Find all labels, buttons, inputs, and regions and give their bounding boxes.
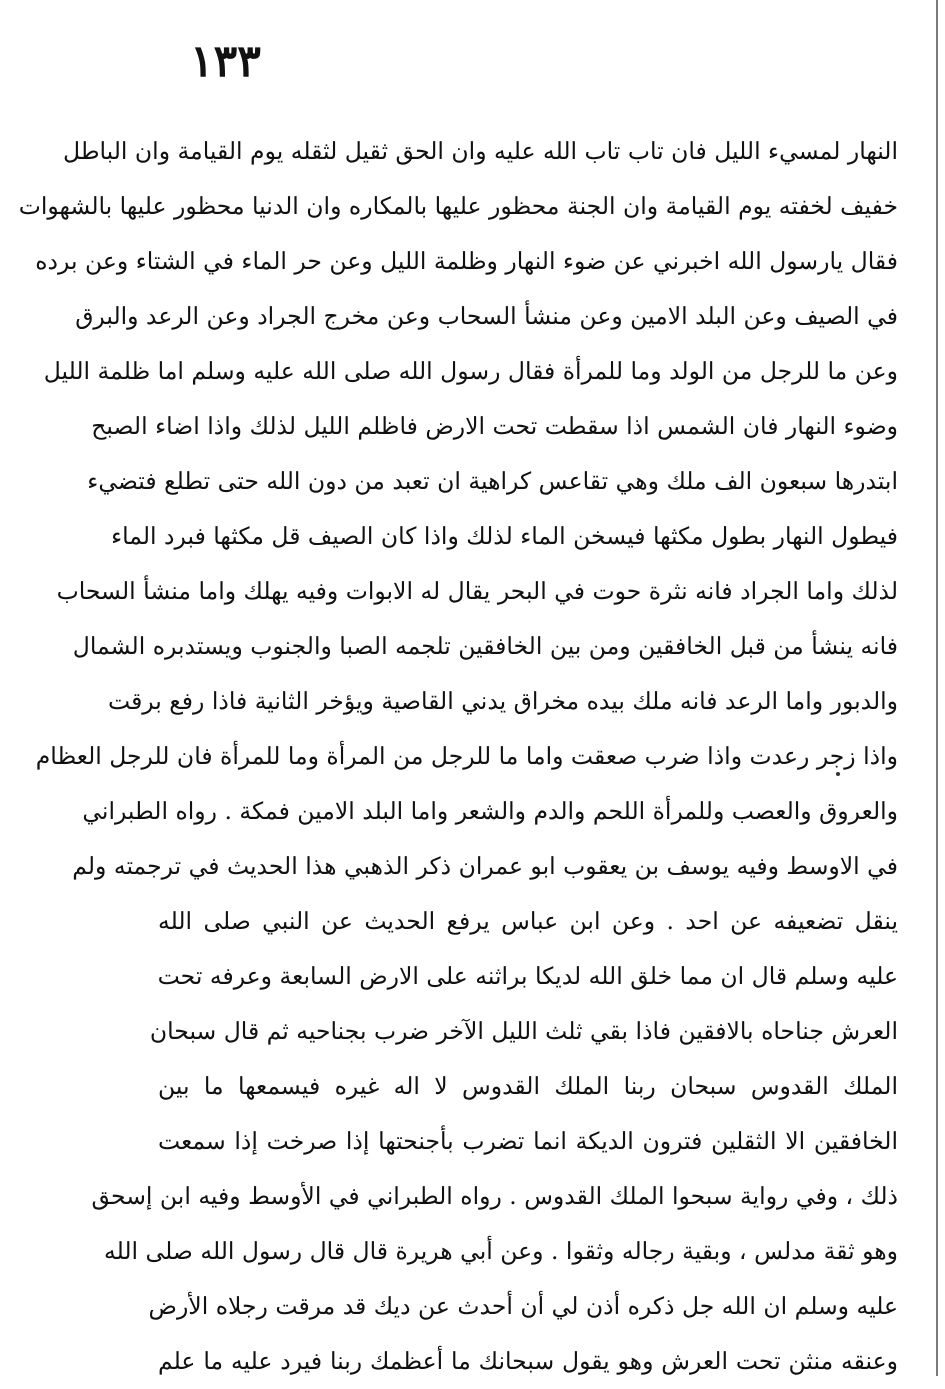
text-line: عليه وسلم ان الله جل ذكره أذن لي أن أحدث عن ديك قد مرقت رجلاه الأرض (148, 1292, 898, 1320)
text-line: ذلك ، وفي رواية سبحوا الملك القدوس . رواه الطبراني في الأوسط وفيه ابن إسحق (91, 1182, 898, 1210)
text-line: فيطول النهار بطول مكثها فيسخن الماء لذلك واذا كان الصيف قل مكثها فبرد الماء (111, 522, 898, 550)
text-line: فانه ينشأ من قبل الخافقين ومن بين الخافقين تلجمه الصبا والجنوب ويستدبره الشمال (72, 632, 898, 660)
text-line: والدبور واما الرعد فانه ملك بيده مخراق يدني القاصية ويؤخر الثانية فاذا رفع برقت (108, 687, 898, 715)
text-line: فقال يارسول الله اخبرني عن ضوء النهار وظلمة الليل وعن حر الماء في الشتاء وعن برده (35, 247, 898, 275)
text-line: والعروق والعصب وللمرأة اللحم والدم والشعر واما البلد الامين فمكة . رواه الطبراني (82, 797, 898, 825)
text-line: العرش جناحاه بالافقين فاذا بقي ثلث الليل الآخر ضرب بجناحيه ثم قال سبحان (149, 1017, 898, 1045)
text-line: وعنقه منثن تحت العرش وهو يقول سبحانك ما أعظمك ربنا فيرد عليه ما علم (158, 1347, 898, 1375)
text-line: النهار لمسيء الليل فان تاب تاب الله عليه وان الحق ثقيل لثقله يوم القيامة وان الباطل (63, 137, 898, 165)
text-line: وضوء النهار فان الشمس اذا سقطت تحت الارض فاظلم الليل لذلك واذا اضاء الصبح (91, 412, 898, 440)
page-edge-rule (936, 0, 938, 1376)
text-line: لذلك واما الجراد فانه نثرة حوت في البحر يقال له الابوات وفيه يهلك واما منشأ السحاب (56, 577, 898, 605)
text-line: في الصيف وعن البلد الامين وعن منشأ السحاب وعن مخرج الجراد وعن الرعد والبرق (75, 302, 898, 330)
page-number: ١٣٣ (190, 36, 261, 87)
text-line: ابتدرها سبعون الف ملك وهي تقاعس كراهية ان تعبد من دون الله حتى تطلع فتضيء (87, 467, 898, 495)
body-text (18, 124, 898, 1389)
text-line: وعن ما للرجل من الولد وما للمرأة فقال رسول الله صلى الله عليه وسلم اما ظلمة الليل (43, 357, 898, 385)
text-line: واذا زجر رعدت واذا ضرب صعقت واما ما للرجل من المرأة وما للمرأة فان للرجل العظام (35, 742, 898, 770)
ink-speck (836, 772, 840, 776)
text-line: وهو ثقة مدلس ، وبقية رجاله وثقوا . وعن أبي هريرة قال قال رسول الله صلى الله (104, 1237, 898, 1265)
text-line: في الاوسط وفيه يوسف بن يعقوب ابو عمران ذكر الذهبي هذا الحديث في ترجمته ولم (72, 852, 898, 880)
text-line: الملك القدوس سبحان ربنا الملك القدوس لا اله غيره فيسمعها ما بين (158, 1072, 898, 1100)
text-line: عليه وسلم قال ان مما خلق الله لديكا براثنه على الارض السابعة وعرفه تحت (157, 962, 898, 990)
text-line: خفيف لخفته يوم القيامة وان الجنة محظور عليها بالمكاره وان الدنيا محظور عليها بالشهوات (18, 192, 898, 220)
text-line: الخافقين الا الثقلين فترون الديكة انما تضرب بأجنحتها إذا صرخت إذا سمعت (158, 1127, 898, 1155)
text-line: ينقل تضعيفه عن احد . وعن ابن عباس يرفع الحديث عن النبي صلى الله (158, 907, 898, 935)
